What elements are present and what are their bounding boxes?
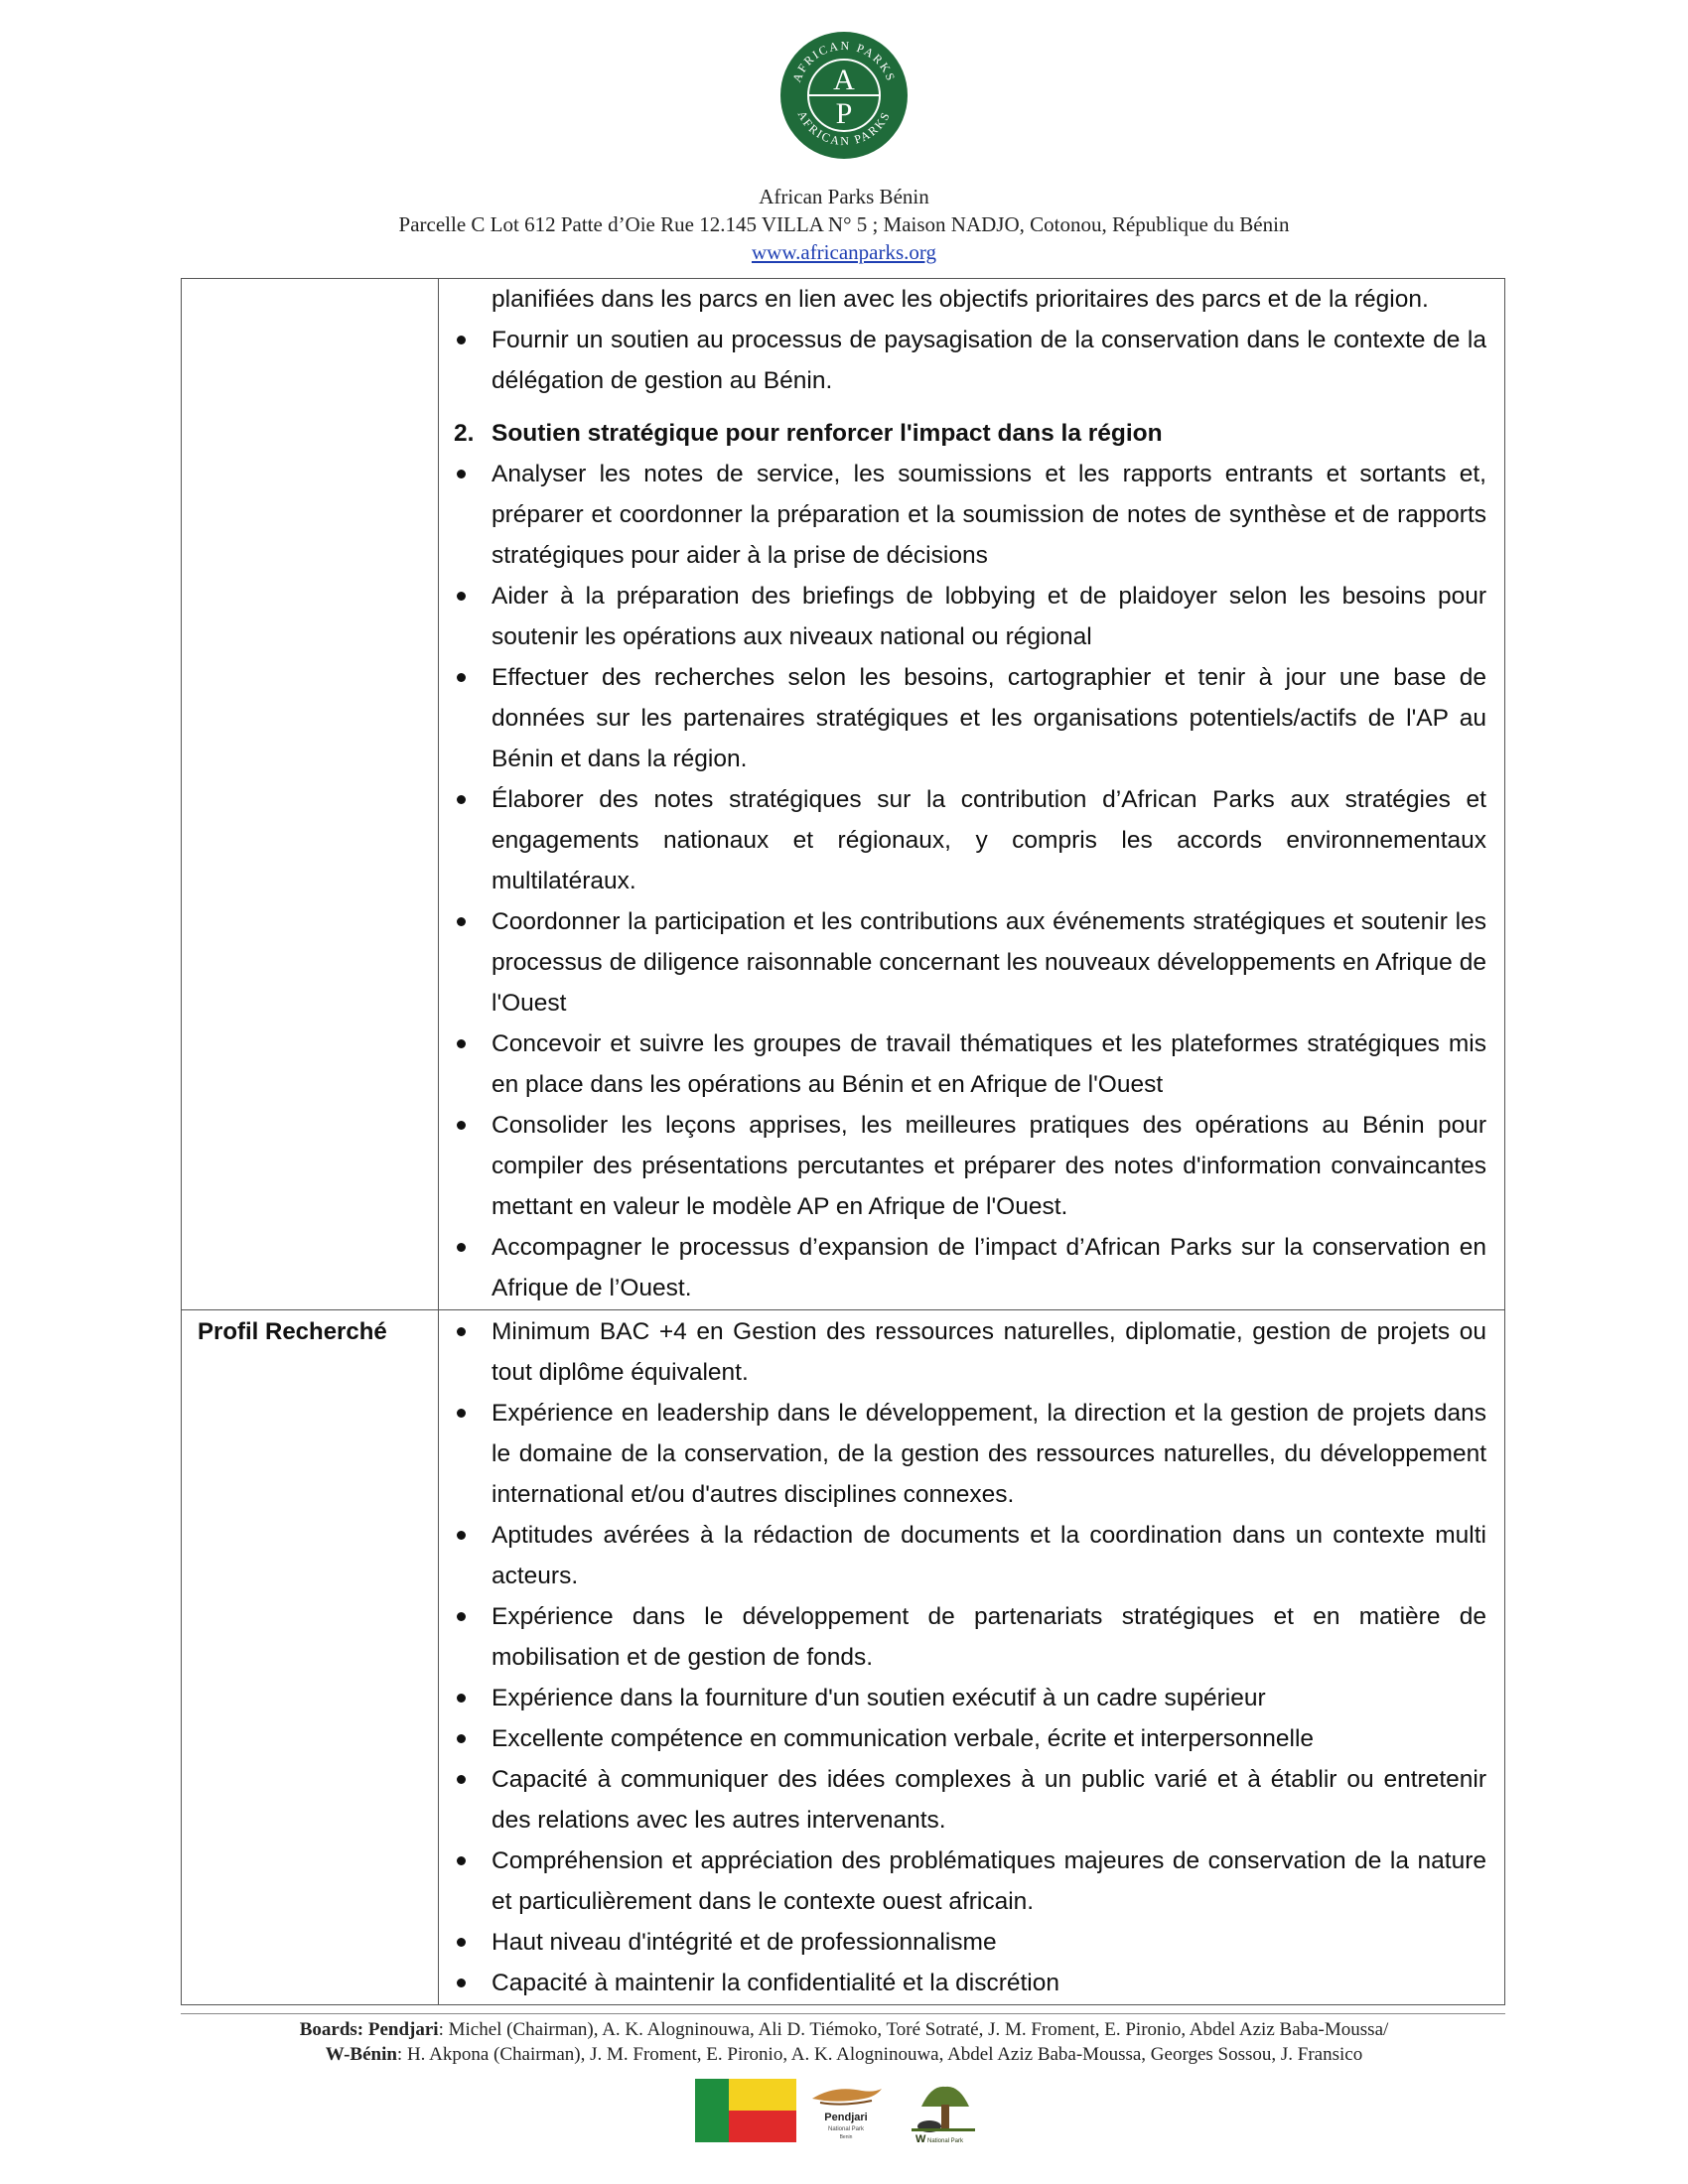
list-item: Accompagner le processus d’expansion de l’impact d’African Parks sur la conservation en Afrique de l’Ouest. [454,1227,1486,1308]
list-item: Expérience dans le développement de partenariats stratégiques et en matière de mobilisation et de gestion de fonds. [454,1596,1486,1678]
footer-boards [0,2017,1688,2067]
list-item: Haut niveau d'intégrité et de professionnalisme [454,1922,1486,1963]
list-item: Excellente compétence en communication verbale, écrite et interpersonnelle [454,1718,1486,1759]
organization-name: African Parks Bénin [759,185,929,208]
list-item: Élaborer des notes stratégiques sur la contribution d’African Parks aux stratégies et engagements nationaux et régionaux, y compris les accords environnementaux multilatéraux. [454,779,1486,901]
boards-line-pendjari [0,2017,1688,2042]
w-park-logo [912,2087,975,2145]
organization-address: Parcelle C Lot 612 Patte d’Oie Rue 12.145 VILLA N° 5 ; Maison NADJO, Cotonou, République du Bénin [398,212,1290,236]
list-item: Expérience dans la fourniture d'un soutien exécutif à un cadre supérieur [454,1678,1486,1718]
job-description-table [181,278,1505,2005]
boards-members-w-benin: : H. Akpona (Chairman), J. M. Froment, E. Pironio, A. K. Alogninouwa, Abdel Aziz Baba-Moussa, Georges Sossou, J. Fransico [396,2044,1363,2065]
row-divider [182,1309,1504,1310]
african-parks-logo [778,30,910,161]
list-item: Consolider les leçons apprises, les meilleures pratiques des opérations au Bénin pour compiler des présentations percutantes et préparer des notes d'information convaincantes mettant en valeur le modèle AP en Afrique de l'Ouest. [454,1105,1486,1227]
section-title: Soutien stratégique pour renforcer l'impact dans la région [492,420,1163,447]
section-number: 2. [454,420,475,447]
list-item: Compréhension et appréciation des problématiques majeures de conservation de la nature et particulièrement dans le contexte ouest africain. [454,1841,1486,1922]
w-park-name: W [915,2133,926,2145]
section-heading [454,413,1486,454]
letterhead [0,30,1688,266]
continued-text: planifiées dans les parcs en lien avec les objectifs prioritaires des parcs et de la région. [492,286,1429,313]
responsibilities-list-b [454,454,1486,1308]
pendjari-park-logo [812,2089,882,2140]
list-item: Capacité à maintenir la confidentialité et la discrétion [454,1963,1486,2003]
logo-ring-text-bottom: AFRICAN PARKS [794,108,894,149]
w-park-subtitle: National Park [927,2138,964,2144]
logo-ring-text-top: AFRICAN PARKS [789,38,899,84]
footer-logos [695,2077,1023,2146]
boards-label-w-benin: W-Bénin [325,2044,397,2065]
list-item: Analyser les notes de service, les soumissions et les rapports entrants et sortants et, préparer et coordonner la préparation et la soumission de notes de synthèse et de rapports stratégiques pour aider à la prise de décisions [454,454,1486,576]
profile-list [454,1311,1486,2003]
responsibilities-list-a [454,320,1486,401]
logo-letter-a: A [833,64,855,96]
benin-flag-icon [695,2079,796,2142]
list-item: Expérience en leadership dans le développement, la direction et la gestion de projets dans le domaine de la conservation, de la gestion des ressources naturelles, du développement international et/ou d'autres disciplines connexes. [454,1393,1486,1515]
list-item: Fournir un soutien au processus de paysagisation de la conservation dans le contexte de la délégation de gestion au Bénin. [454,320,1486,401]
list-item: Aptitudes avérées à la rédaction de documents et la coordination dans un contexte multi acteurs. [454,1515,1486,1596]
list-item: Minimum BAC +4 en Gestion des ressources naturelles, diplomatie, gestion de projets ou tout diplôme équivalent. [454,1311,1486,1393]
logo-letter-p: P [835,97,853,130]
profile-label-cell: Profil Recherché [198,1318,387,1345]
list-item: Effectuer des recherches selon les besoins, cartographier et tenir à jour une base de données sur les partenaires stratégiques et les organisations potentiels/actifs de l'AP au Bénin et dans la région. [454,657,1486,779]
pendjari-name: Pendjari [824,2112,868,2123]
pendjari-country: Benin [839,2134,853,2140]
list-item: Concevoir et suivre les groupes de travail thématiques et les plateformes stratégiques mis en place dans les opérations au Bénin et en Afrique de l'Ouest [454,1024,1486,1105]
list-item: Coordonner la participation et les contributions aux événements stratégiques et soutenir les processus de diligence raisonnable concernant les nouveaux développements en Afrique de l'Ouest [454,901,1486,1024]
pendjari-subtitle: National Park [827,2126,865,2132]
column-divider [438,279,439,2004]
responsibilities-cell [454,279,1486,1308]
list-item: Capacité à communiquer des idées complexes à un public varié et à établir ou entretenir des relations avec les autres intervenants. [454,1759,1486,1841]
organization-website-link[interactable]: www.africanparks.org [751,240,937,264]
profile-cell [454,1311,1486,2003]
boards-members-pendjari: : Michel (Chairman), A. K. Alogninouwa, Ali D. Tiémoko, Toré Sotraté, J. M. Froment, E. Pironio, Abdel Aziz Baba-Moussa/ [438,2019,1389,2040]
footer-rule [181,2013,1505,2014]
boards-line-w-benin [0,2042,1688,2067]
boards-label-pendjari: Boards: Pendjari [299,2019,439,2040]
list-item: Aider à la préparation des briefings de lobbying et de plaidoyer selon les besoins pour soutenir les opérations aux niveaux national ou régional [454,576,1486,657]
